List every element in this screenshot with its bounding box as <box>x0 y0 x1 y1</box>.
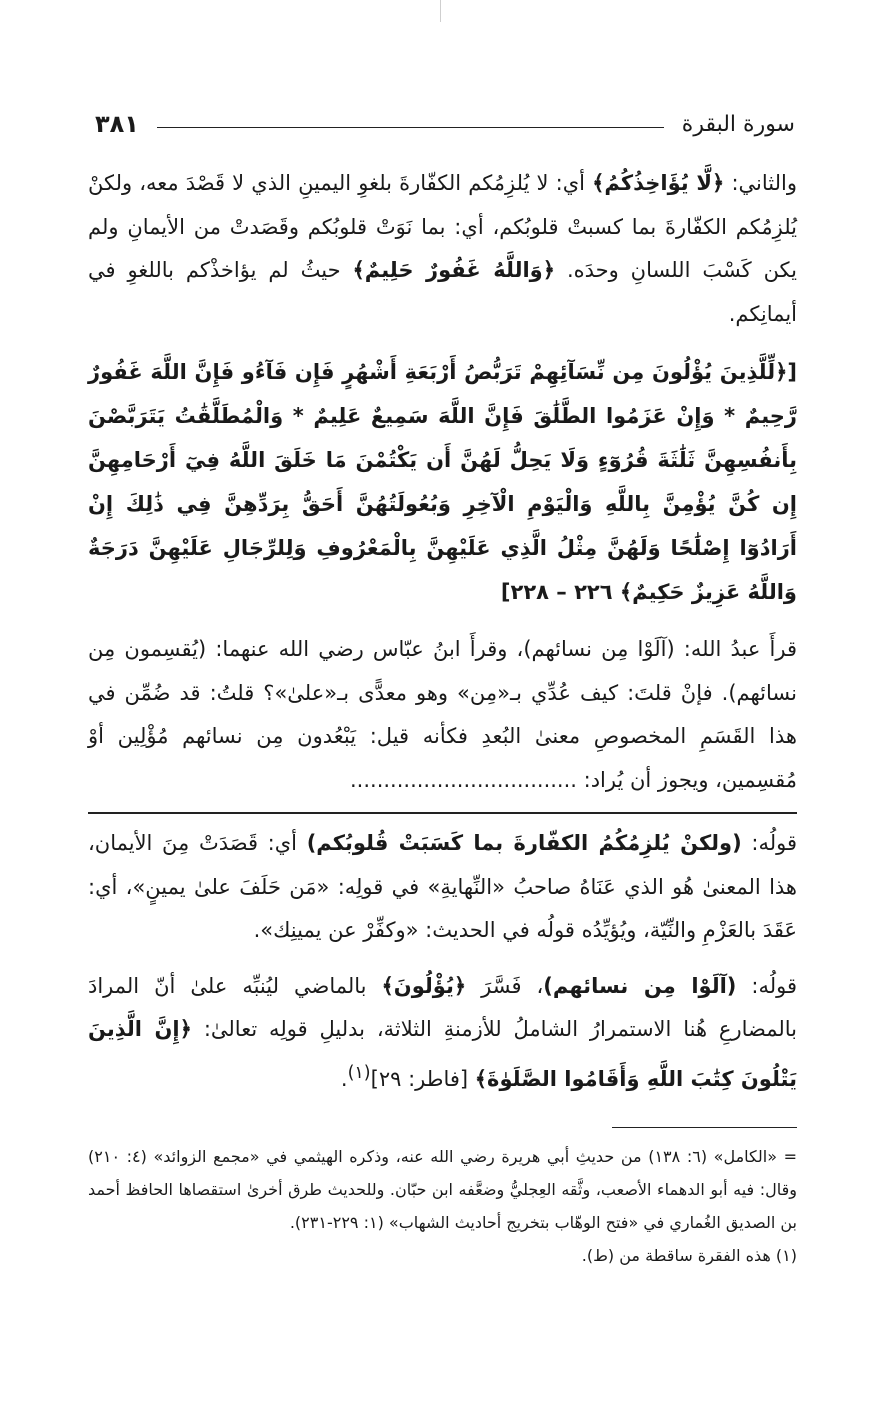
p4-end: . <box>340 1066 348 1091</box>
p4-text: ، فَسَّرَ <box>466 973 544 998</box>
footnote-divider <box>612 1127 797 1128</box>
running-header <box>95 104 795 144</box>
quran-quote: ﴿إِنَّ الَّذِينَ يَتْلُونَ كِتَٰبَ اللَّهِ وَأَقَامُوا الصَّلَوٰةَ﴾ <box>88 1017 797 1091</box>
main-text-divider <box>88 812 797 814</box>
p3-intro: قولُه: <box>741 831 798 855</box>
page-fold-mark <box>440 0 441 22</box>
p1-intro: والثاني: <box>724 171 797 195</box>
verse-block: [﴿لِّلَّذِينَ يُؤْلُونَ مِن نِّسَآئِهِمْ تَرَبُّصُ أَرْبَعَةِ أَشْهُرٍ فَإِن فَآءُو فَإِنَّ اللَّهَ غَفُورٌ رَّحِيمٌ * وَإِنْ عَزَمُوا الطَّلَٰقَ فَإِنَّ اللَّهَ سَمِيعٌ عَلِيمٌ * وَالْمُطَلَّقَٰتُ يَتَرَبَّصْنَ بِأَنفُسِهِنَّ ثَلَٰثَةَ قُرُوٓءٍ وَلَا يَحِلُّ لَهُنَّ أَن يَكْتُمْنَ مَا خَلَقَ اللَّهُ فِيٓ أَرْحَامِهِنَّ إِن كُنَّ يُؤْمِنَّ بِاللَّهِ وَالْيَوْمِ الْآخِرِ وَبُعُولَتُهُنَّ أَحَقُّ بِرَدِّهِنَّ فِي ذَٰلِكَ إِنْ أَرَادُوٓا إِصْلَٰحًا وَلَهُنَّ مِثْلُ الَّذِي عَلَيْهِنَّ بِالْمَعْرُوفِ وَلِلرِّجَالِ عَلَيْهِنَّ دَرَجَةٌ وَاللَّهُ عَزِيزٌ حَكِيمٌ﴾ ٢٢٦ – ٢٢٨] <box>88 360 797 604</box>
quran-quote: ﴿لَّا يُؤَاخِذُكُمُ﴾ <box>592 171 725 195</box>
running-title: سورة البقرة <box>681 111 795 137</box>
paragraph-readings: قرأَ عبدُ الله: (آلَوْا مِن نسائهم)، وقرأَ ابنُ عبّاس رضي الله عنهما: (يُقسِمون مِن نسائهم). فإنْ قلتَ: كيف عُدِّي بـ«مِن» وهو معدًّى بـ«علىٰ»؟ قلتُ: قد ضُمِّن في هذا القَسَمِ المخصوصِ معنىٰ البُعدِ فكأنه قيل: يَبْعُدون مِن نسائهم مُؤْلِين أوْ مُقسِمين، ويجوز أن يُراد: .................................. <box>88 637 797 792</box>
page-number: ٣٨١ <box>95 110 139 138</box>
footnote-continued: = «الكامل» (٦: ١٣٨) من حديثِ أبي هريرة رضي الله عنه، وذكره الهيثمي في «مجمع الزوائد» (٤: ٢١٠) وقال: فيه أبو الدهماء الأصعب، وثَّقه العِجليُّ وضعَّفه ابن حبّان. وللحديث طرق أخرىٰ استقصاها الحافظ أحمد بن الصديق الغُماري في «فتح الوهّاب بتخريج أحاديث الشهاب» (١: ٢٢٩-٢٣١). <box>88 1147 797 1232</box>
p4-intro: قولُه: <box>736 973 797 998</box>
page-body <box>88 162 797 1272</box>
p4-body: بالماضي ليُنبِّه علىٰ أنّ المرادَ بالمضارعِ هُنا الاستمرارُ الشاملُ للأزمنةِ الثلاثة، بدليلِ قولِه تعالىٰ: <box>88 973 797 1041</box>
quoted-lemma: (ولكنْ يُلزِمُكُمُ الكفّارةَ بما كَسَبَتْ قُلوبُكم) <box>306 831 742 855</box>
p3-body: أي: قَصَدَتْ مِنَ الأيمان، هذا المعنىٰ هُو الذي عَنَاهُ صاحبُ «النِّهايةِ» في قولِه: «مَن حَلَفَ علىٰ يمينٍ»، أي: عَقَدَ بالعَزْمِ والنِّيّة، ويُؤيِّدُه قولُه في الحديث: «وكفِّرْ عن يمينِك». <box>88 831 797 942</box>
p1-body: أي: لا يُلزِمُكم الكفّارةَ بلغوِ اليمينِ الذي لا قَصْدَ معه، ولكنْ يُلزِمُكم الكفّارةَ بما كسبتْ قلوبُكم، أي: بما نَوَتْ قلوبُكم وقَصَدتْ من الأيمانِ ولم يكن كَسْبَ اللسانِ وحدَه. <box>88 171 797 282</box>
commentary-paragraph-2 <box>88 965 797 1102</box>
quran-quote: ﴿يُؤْلُونَ﴾ <box>381 973 467 998</box>
quoted-lemma: (آلَوْا مِن نسائهم) <box>543 973 737 998</box>
quran-quote: ﴿وَاللَّهُ غَفُورٌ حَلِيمٌ﴾ <box>352 258 556 282</box>
paragraph-second-meaning <box>88 162 797 336</box>
verse-reference: [فاطر: ٢٩] <box>370 1066 475 1091</box>
footnote-1: (١) هذه الفقرة ساقطة من (ط). <box>581 1246 797 1265</box>
footnote-marker: (١) <box>347 1062 371 1083</box>
p1-tail: حيثُ لم يؤاخذْكم باللغوِ في أيمانِكم. <box>88 258 797 326</box>
header-rule <box>157 127 664 128</box>
commentary-paragraph-1 <box>88 822 797 953</box>
